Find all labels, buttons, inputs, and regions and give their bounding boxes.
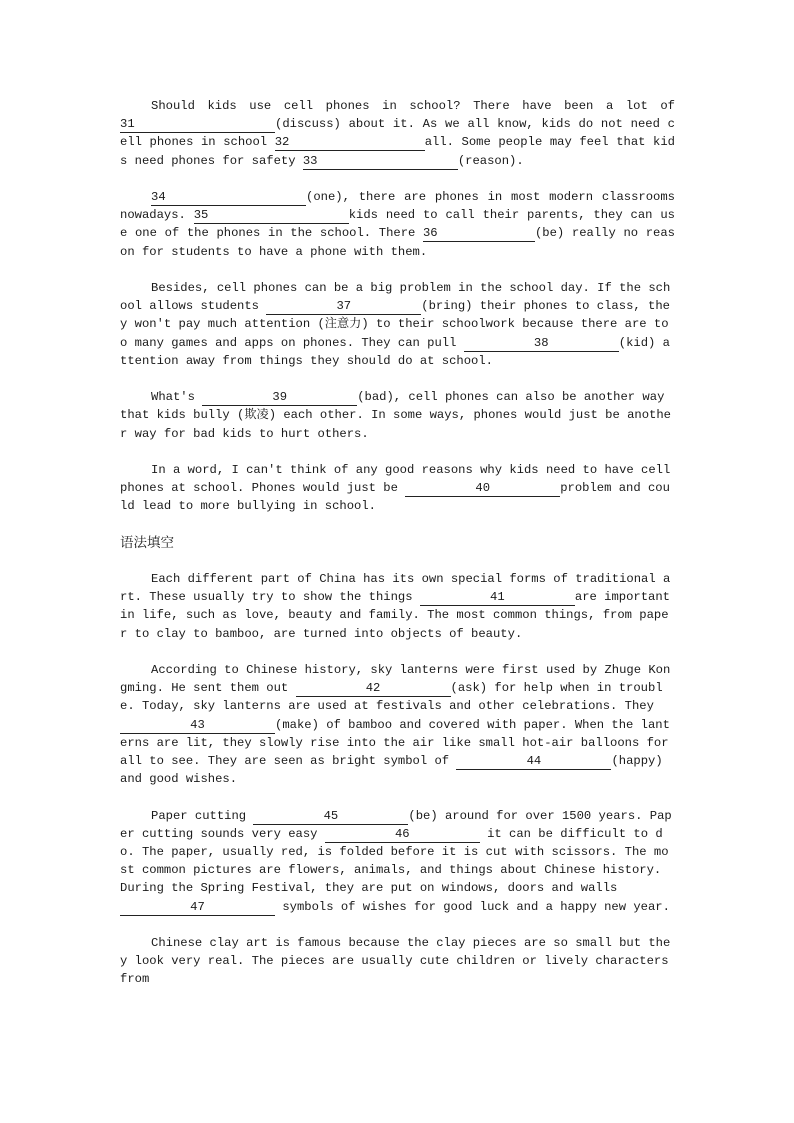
- document-page: [120, 97, 675, 1007]
- blank-38[interactable]: 38: [464, 337, 619, 352]
- text-span: (bad), cell phones can also be another way that kids bully (欺凌) each other. In some ways, phones would just be another way for bad kids to hurt others.: [120, 390, 671, 441]
- text-span: Should kids use cell phones in school? There have been a lot of: [151, 99, 675, 113]
- blank-31[interactable]: 31: [120, 118, 275, 133]
- blank-47[interactable]: 47: [120, 901, 275, 916]
- text-span: (kid) attention away from things they should do at school.: [120, 335, 670, 368]
- text-span: According to Chinese history, sky lanterns were first used by Zhuge Kongming. He sent them out: [120, 663, 671, 696]
- text-span: (happy) and good wishes.: [120, 754, 663, 787]
- text-span: In a word, I can't think of any good reasons why kids need to have cell phones at school. Phones would just be: [120, 463, 671, 496]
- text-span: Each different part of China has its own special forms of traditional art. These usually try to show the things: [120, 572, 671, 605]
- text-span: Chinese clay art is famous because the clay pieces are so small but they look very real. The pieces are usually cute children or lively characters from: [120, 936, 671, 987]
- blank-36[interactable]: 36: [423, 227, 535, 242]
- blank-41[interactable]: 41: [420, 591, 575, 606]
- text-span: (reason).: [457, 153, 524, 168]
- blank-33[interactable]: 33: [303, 155, 458, 170]
- passage1-paragraph-1: [120, 97, 675, 170]
- blank-32[interactable]: 32: [275, 136, 425, 151]
- passage1-paragraph-2: [120, 188, 675, 261]
- text-span: (be) really no reason for students to have a phone with them.: [120, 226, 675, 259]
- blank-39[interactable]: 39: [202, 391, 357, 406]
- blank-46[interactable]: 46: [325, 828, 480, 843]
- text-span: (be) around for over 1500 years. Paper cutting sounds very easy: [120, 808, 672, 841]
- text-span: all. Some people may feel that kids need phones for safety: [120, 135, 675, 168]
- passage2-paragraph-3: [120, 807, 675, 916]
- passage2-paragraph-2: [120, 661, 675, 788]
- passage1-paragraph-3: [120, 279, 675, 370]
- text-span: symbols of wishes for good luck and a happy new year.: [275, 899, 670, 914]
- blank-44[interactable]: 44: [456, 755, 611, 770]
- text-span: are important in life, such as love, beauty and family. The most common things, from paper to clay to bamboo, are turned into objects of beauty.: [120, 590, 670, 641]
- text-span: it can be difficult to do. The paper, usually red, is folded before it is cut with scissors. The most common pictures are flowers, animals, and things about Chinese history. During the Spring Festival, they are put on windows, doors and walls: [120, 826, 669, 896]
- passage1-paragraph-4: [120, 388, 675, 443]
- blank-40[interactable]: 40: [405, 482, 560, 497]
- blank-42[interactable]: 42: [296, 682, 451, 697]
- text-span: (ask) for help when in trouble. Today, sky lanterns are used at festivals and other celebrations. They: [120, 681, 663, 714]
- passage2-paragraph-1: [120, 570, 675, 643]
- passage1-paragraph-5: [120, 461, 675, 516]
- text-span: problem and could lead to more bullying in school.: [120, 481, 670, 514]
- blank-43[interactable]: 43: [120, 719, 275, 734]
- section-heading: 语法填空: [120, 534, 174, 551]
- text-span: Paper cutting: [151, 808, 254, 823]
- blank-34[interactable]: 34: [151, 191, 306, 206]
- text-span: (one), there are phones in most modern classrooms nowadays.: [120, 190, 675, 223]
- passage2-paragraph-4: [120, 934, 675, 989]
- text-span: Besides, cell phones can be a big problem in the school day. If the school allows students: [120, 281, 671, 314]
- text-span: (make) of bamboo and covered with paper. When the lanterns are lit, they slowly rise into the air like small hot-air balloons for all to see. They are seen as bright symbol of: [120, 717, 670, 769]
- blank-37[interactable]: 37: [266, 300, 421, 315]
- text-span: (discuss) about it. As we all know, kids do not need cell phones in school: [120, 117, 675, 150]
- text-span: kids need to call their parents, they can use one of the phones in the school. There: [120, 208, 675, 241]
- blank-45[interactable]: 45: [253, 810, 408, 825]
- blank-35[interactable]: 35: [194, 209, 349, 224]
- text-span: (bring) their phones to class, they won't pay much attention (注意力) to their schoolwork because there are too many games and apps on phones. They can pull: [120, 299, 670, 350]
- text-span: What's: [151, 390, 203, 405]
